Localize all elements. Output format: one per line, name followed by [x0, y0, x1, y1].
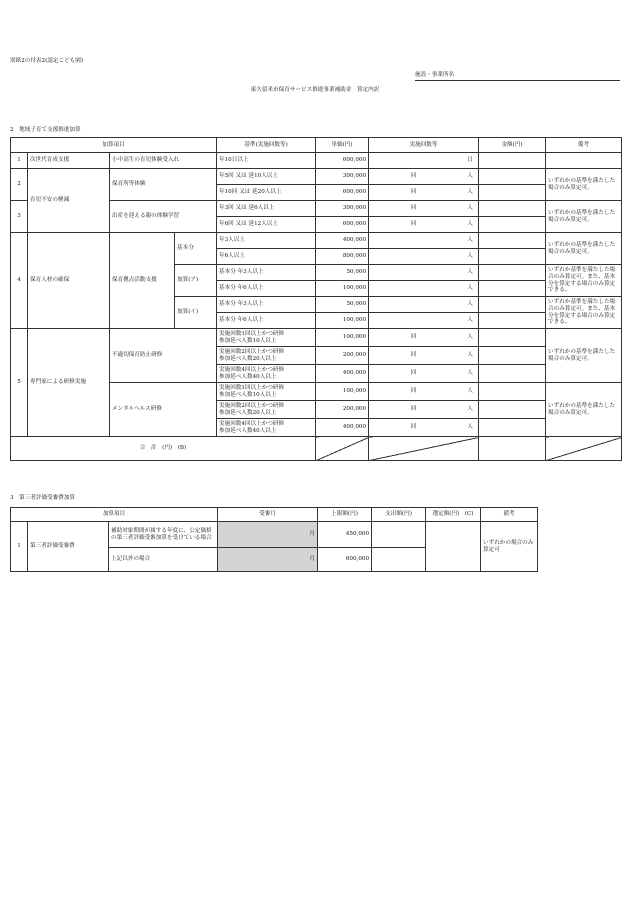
unit-label: 人 — [467, 317, 474, 324]
basis-text: 年6回 又は 延12人以上 — [217, 217, 316, 233]
unit-price: 400,000 — [316, 365, 369, 383]
unit-label: 回 — [410, 406, 417, 413]
basis-text — [217, 401, 316, 419]
unit-label: 回 — [410, 424, 417, 431]
unit-label: 人 — [467, 424, 474, 431]
group-name: 育児不安の軽減 — [28, 169, 110, 233]
count-input[interactable] — [369, 281, 479, 297]
basis-text: 年3人以上 — [217, 233, 316, 249]
amount-input[interactable] — [479, 313, 546, 329]
amount-input[interactable] — [479, 383, 546, 401]
notes-cell: いずれかの基準を満たした場合のみ算定可。 — [546, 233, 622, 265]
amount-input[interactable] — [479, 297, 546, 313]
unit-price: 300,000 — [316, 201, 369, 217]
row-number: 1 — [11, 153, 28, 169]
amount-input[interactable] — [479, 153, 546, 169]
unit-price: 300,000 — [316, 169, 369, 185]
total-label: 合 計 (円) (B) — [11, 437, 316, 461]
unit-label: 人 — [467, 221, 474, 228]
row-number: 3 — [11, 201, 28, 233]
basis-text: 基本分 年6人以上 — [217, 313, 316, 329]
table-row — [11, 153, 622, 169]
unit-label: 回 — [410, 221, 417, 228]
col-header-month: 受審月 — [218, 508, 318, 522]
unit-label: 人 — [467, 301, 474, 308]
count-input[interactable] — [369, 329, 479, 347]
count-input[interactable] — [369, 153, 479, 169]
count-input[interactable] — [369, 297, 479, 313]
basis-text — [217, 347, 316, 365]
count-input[interactable] — [369, 201, 479, 217]
table-row — [11, 233, 622, 249]
unit-label: 回 — [410, 352, 417, 359]
sub-item-name: 保育拠点活動支援 — [110, 233, 175, 329]
sub-sub-item: 加算(ア) — [175, 265, 217, 297]
amount-input[interactable] — [479, 347, 546, 365]
amount-input[interactable] — [479, 249, 546, 265]
basis-line: 参加延べ人数10人以上 — [219, 391, 277, 398]
selected-amount-input[interactable] — [426, 522, 481, 572]
section3-title: 3 第三者評価受審費加算 — [10, 495, 76, 501]
notes-cell — [546, 153, 622, 169]
basis-text: 年10回 又は 延20人以上 — [217, 185, 316, 201]
item-name: 次世代育成支援 — [28, 153, 110, 169]
notes-cell: いずれかの基準を満たした場合のみ算定可。 — [546, 383, 622, 437]
basis-text — [217, 383, 316, 401]
notes-cell: いずれかの基準を満たした場合のみ算定可。 — [546, 169, 622, 201]
document-title: 東久留米市保育サービス推進事業補助金 算定内訳 — [250, 87, 380, 93]
sub-item-name: 小中高生の育児体験受入れ — [110, 153, 217, 169]
basis-line: 実施回数4回以上かつ研修 — [219, 366, 285, 373]
count-input[interactable] — [369, 365, 479, 383]
count-input[interactable] — [369, 419, 479, 437]
unit-label: 人 — [467, 388, 474, 395]
table-row — [11, 329, 622, 347]
basis-line: 実施回数2回以上かつ研修 — [219, 348, 285, 355]
basis-line: 実施回数1回以上かつ研修 — [219, 330, 285, 337]
section3-header-row — [11, 508, 538, 522]
basis-text — [217, 329, 316, 347]
count-input[interactable] — [369, 401, 479, 419]
count-input[interactable] — [369, 383, 479, 401]
sub-item-name: 保育所等体験 — [110, 169, 217, 201]
amount-input[interactable] — [479, 265, 546, 281]
unit-price: 200,000 — [316, 347, 369, 365]
unit-label: 人 — [467, 370, 474, 377]
expense-input[interactable] — [372, 522, 426, 548]
row-number: 5 — [11, 329, 28, 437]
total-price-blank — [316, 437, 369, 461]
unit-label: 人 — [467, 205, 474, 212]
basis-text: 基本分 年6人以上 — [217, 281, 316, 297]
total-notes-blank — [546, 437, 622, 461]
count-input[interactable] — [369, 169, 479, 185]
basis-text: 基本分 年3人以上 — [217, 297, 316, 313]
amount-input[interactable] — [479, 401, 546, 419]
notes-cell: いずれか基準を満たした場合のみ算定可。また、基本分を算定する場合のみ算定できる。 — [546, 265, 622, 297]
unit-price: 100,000 — [316, 281, 369, 297]
sub-sub-item: 基本分 — [175, 233, 217, 265]
notes-cell: いずれかの場合のみ算定可 — [481, 522, 538, 572]
unit-price: 50,000 — [316, 297, 369, 313]
table-row — [11, 169, 622, 185]
unit-price: 200,000 — [316, 401, 369, 419]
row-number: 1 — [11, 522, 28, 572]
limit-amount: 600,000 — [318, 548, 372, 572]
unit-price: 400,000 — [316, 233, 369, 249]
total-row — [11, 437, 622, 461]
basis-text — [217, 365, 316, 383]
unit-label: 回 — [410, 388, 417, 395]
sub-item-name: 出産を迎える親の体験学習 — [110, 201, 217, 233]
amount-input[interactable] — [479, 419, 546, 437]
table-row — [11, 522, 538, 548]
unit-label: 人 — [467, 285, 474, 292]
col-header-item: 加算項目 — [11, 508, 218, 522]
col-header-selected: 選定額(円) (C) — [426, 508, 481, 522]
document-reference: 別紙2の付表2(認定こども園) — [10, 58, 84, 64]
amount-input[interactable] — [479, 329, 546, 347]
unit-label: 人 — [467, 237, 474, 244]
unit-price: 600,000 — [316, 153, 369, 169]
basis-text: 年10日以上 — [217, 153, 316, 169]
col-header-count: 実施回数等 — [369, 138, 479, 153]
col-header-notes: 備考 — [546, 138, 622, 153]
unit-price: 50,000 — [316, 265, 369, 281]
notes-cell: いずれかの基準を満たした場合のみ算定可。 — [546, 201, 622, 233]
unit-price: 100,000 — [316, 313, 369, 329]
sub-item-name: メンタルヘルス研修 — [110, 383, 217, 437]
row-number: 2 — [11, 169, 28, 201]
unit-label: 回 — [410, 205, 417, 212]
row-number: 4 — [11, 233, 28, 329]
col-header-basis: 基準(実施回数等) — [217, 138, 316, 153]
sub-sub-item: 加算(イ) — [175, 297, 217, 329]
total-count-blank — [369, 437, 479, 461]
unit-label: 日 — [467, 157, 474, 164]
amount-input[interactable] — [479, 281, 546, 297]
basis-line: 参加延べ人数40人以上 — [219, 373, 277, 380]
basis-text — [217, 419, 316, 437]
section2-title: 2 地域子育て支援推進加算 — [10, 127, 81, 133]
group-name: 専門家による研修実施 — [28, 329, 110, 437]
section2-header-row — [11, 138, 622, 153]
basis-line: 参加延べ人数40人以上 — [219, 427, 277, 434]
count-input[interactable] — [369, 249, 479, 265]
count-input[interactable] — [369, 233, 479, 249]
basis-text: 基本分 年3人以上 — [217, 265, 316, 281]
col-header-expense: 支出額(円) — [372, 508, 426, 522]
unit-label: 人 — [467, 189, 474, 196]
unit-label: 人 — [467, 352, 474, 359]
unit-price: 800,000 — [316, 249, 369, 265]
group-name: 保育人材の確保 — [28, 233, 110, 329]
col-header-limit: 上限額(円) — [318, 508, 372, 522]
condition-text: 上記以外の場合 — [109, 548, 218, 572]
basis-line: 実施回数2回以上かつ研修 — [219, 402, 285, 409]
basis-line: 実施回数4回以上かつ研修 — [219, 420, 285, 427]
expense-input[interactable] — [372, 548, 426, 572]
count-input[interactable] — [369, 185, 479, 201]
col-header-price: 単価(円) — [316, 138, 369, 153]
item-name: 第三者評価受審費 — [28, 522, 109, 572]
unit-price: 100,000 — [316, 329, 369, 347]
unit-label: 回 — [410, 370, 417, 377]
count-input[interactable] — [369, 265, 479, 281]
count-input[interactable] — [369, 347, 479, 365]
unit-label: 人 — [467, 269, 474, 276]
unit-label: 人 — [467, 334, 474, 341]
amount-input[interactable] — [479, 169, 546, 185]
sub-item-name: 不適切保育防止研修 — [110, 329, 217, 383]
unit-label: 回 — [410, 334, 417, 341]
amount-input[interactable] — [479, 185, 546, 201]
notes-cell: いずれかの基準を満たした場合のみ算定可。 — [546, 329, 622, 383]
col-header-item: 加算項目 — [11, 138, 217, 153]
unit-label: 回 — [410, 173, 417, 180]
basis-line: 参加延べ人数20人以上 — [219, 355, 277, 362]
count-input[interactable] — [369, 217, 479, 233]
section3-table — [10, 507, 538, 572]
limit-amount: 450,000 — [318, 522, 372, 548]
month-input[interactable] — [218, 548, 318, 572]
condition-text: 補助対象期間が属する年度に、公定価格の第三者評価受審加算を受けている場合 — [109, 522, 218, 548]
amount-input[interactable] — [479, 233, 546, 249]
unit-label: 人 — [467, 173, 474, 180]
unit-label: 人 — [467, 253, 474, 260]
unit-label: 回 — [410, 189, 417, 196]
unit-price: 600,000 — [316, 185, 369, 201]
facility-name-label: 施設・事業所名 — [415, 72, 455, 78]
total-amount-input[interactable] — [479, 437, 546, 461]
basis-text: 年5回 又は 延10人以上 — [217, 169, 316, 185]
amount-input[interactable] — [479, 201, 546, 217]
amount-input[interactable] — [479, 365, 546, 383]
count-input[interactable] — [369, 313, 479, 329]
col-header-notes: 備考 — [481, 508, 538, 522]
facility-name-underline — [415, 80, 620, 81]
basis-text: 年6人以上 — [217, 249, 316, 265]
basis-line: 実施回数1回以上かつ研修 — [219, 384, 285, 391]
unit-price: 400,000 — [316, 419, 369, 437]
basis-text: 年3回 又は 延6人以上 — [217, 201, 316, 217]
unit-label: 月 — [309, 531, 316, 538]
notes-cell: いずれか基準を満たした場合のみ算定可。また、基本分を算定する場合のみ算定できる。 — [546, 297, 622, 329]
unit-price: 600,000 — [316, 217, 369, 233]
unit-price: 100,000 — [316, 383, 369, 401]
month-input[interactable] — [218, 522, 318, 548]
col-header-amount: 金額(円) — [479, 138, 546, 153]
amount-input[interactable] — [479, 217, 546, 233]
unit-label: 月 — [309, 556, 316, 563]
basis-line: 参加延べ人数20人以上 — [219, 409, 277, 416]
basis-line: 参加延べ人数10人以上 — [219, 337, 277, 344]
section2-table — [10, 137, 622, 461]
unit-label: 人 — [467, 406, 474, 413]
